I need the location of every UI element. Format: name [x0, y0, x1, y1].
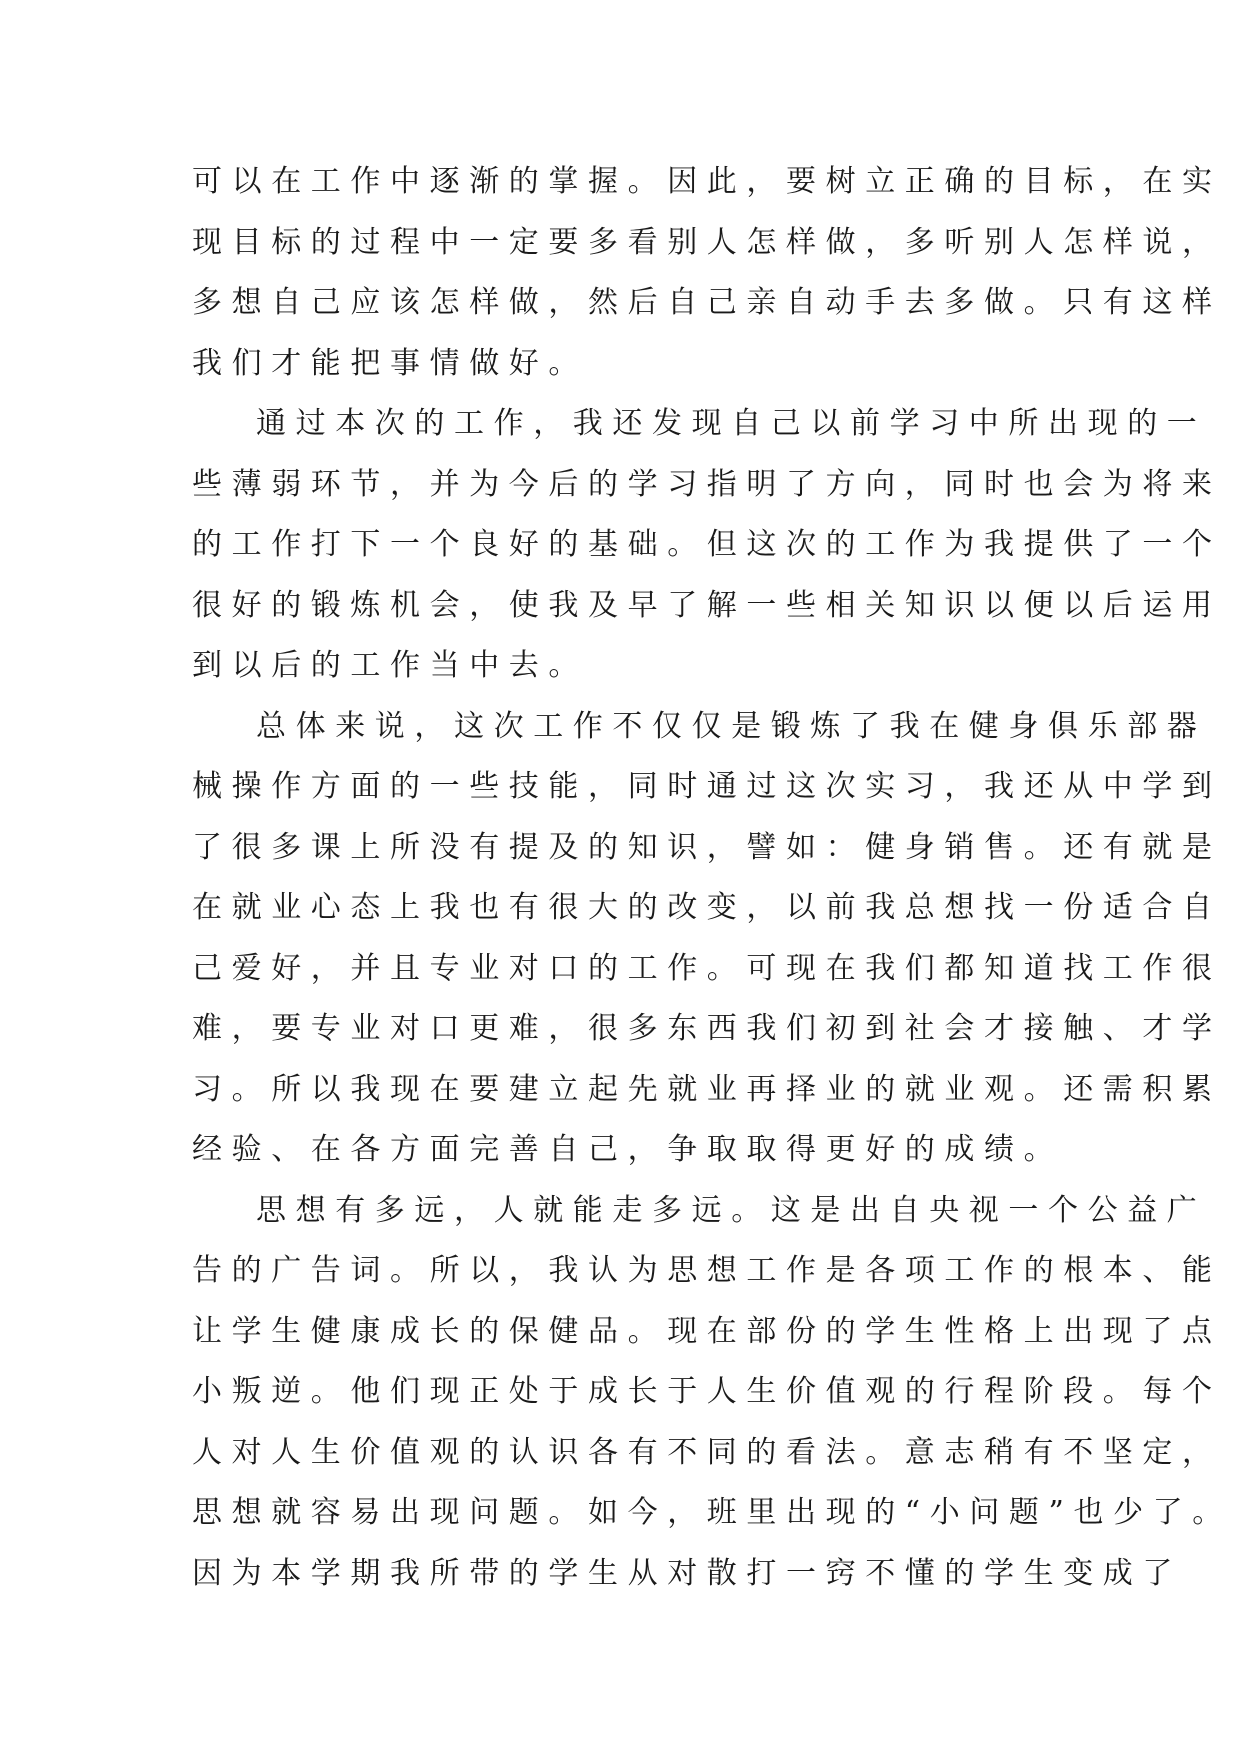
document-body [192, 152, 1232, 1604]
text-line: 了很多课上所没有提及的知识，譬如：健身销售。还有就是 [192, 829, 1222, 865]
text-line: 在就业心态上我也有很大的改变，以前我总想找一份适合自 [192, 890, 1222, 925]
text-line: 的工作打下一个良好的基础。但这次的工作为我提供了一个 [192, 527, 1222, 562]
text-line: 多想自己应该怎样做，然后自己亲自动手去多做。只有这样 [192, 285, 1222, 320]
text-line: 因为本学期我所带的学生从对散打一窍不懂的学生变成了 [192, 1555, 1182, 1591]
text-line: 我们才能把事情做好。 [192, 345, 588, 381]
text-line: 可以在工作中逐渐的掌握。因此，要树立正确的目标，在实 [192, 164, 1222, 199]
text-line: 思想就容易出现问题。如今，班里出现的“小问题”也少了。 [192, 1495, 1232, 1530]
text-line: 到以后的工作当中去。 [192, 648, 588, 683]
text-line: 己爱好，并且专业对口的工作。可现在我们都知道找工作很 [192, 950, 1222, 986]
text-line: 很好的锻炼机会，使我及早了解一些相关知识以便以后运用 [192, 587, 1222, 623]
text-line: 难，要专业对口更难，很多东西我们初到社会才接触、才学 [192, 1011, 1222, 1046]
text-line: 械操作方面的一些技能，同时通过这次实习，我还从中学到 [192, 769, 1222, 804]
text-line: 让学生健康成长的保健品。现在部份的学生性格上出现了点 [192, 1313, 1222, 1349]
text-line: 告的广告词。所以，我认为思想工作是各项工作的根本、能 [192, 1253, 1222, 1288]
text-line: 现目标的过程中一定要多看别人怎样做，多听别人怎样说， [192, 224, 1222, 260]
paragraph-first-line: 思想有多远，人就能走多远。这是出自央视一个公益广 [256, 1192, 1207, 1228]
text-line: 经验、在各方面完善自己，争取取得更好的成绩。 [192, 1132, 1064, 1167]
text-line: 小叛逆。他们现正处于成长于人生价值观的行程阶段。每个 [192, 1374, 1222, 1409]
text-line: 习。所以我现在要建立起先就业再择业的就业观。还需积累 [192, 1071, 1222, 1107]
text-line: 人对人生价值观的认识各有不同的看法。意志稍有不坚定， [192, 1434, 1222, 1470]
paragraph-first-line: 总体来说，这次工作不仅仅是锻炼了我在健身俱乐部器 [256, 708, 1207, 744]
text-line: 些薄弱环节，并为今后的学习指明了方向，同时也会为将来 [192, 466, 1222, 502]
paragraph-first-line: 通过本次的工作，我还发现自己以前学习中所出现的一 [256, 406, 1207, 441]
